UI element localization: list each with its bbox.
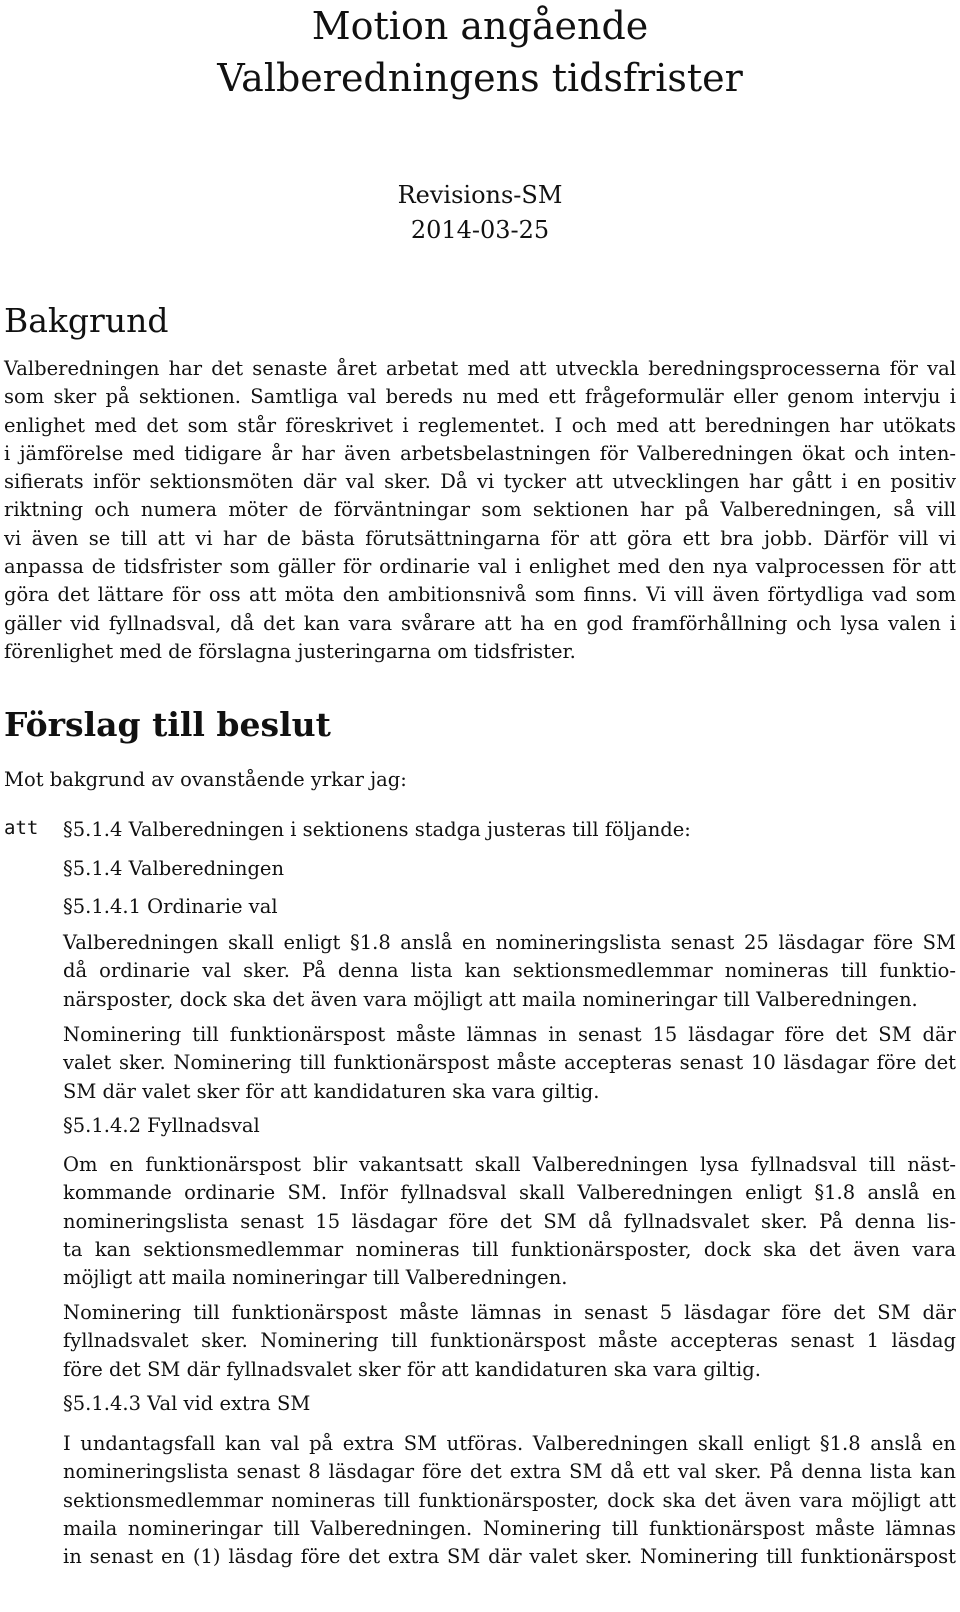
- text-line: anpassa de tidsfrister som gäller för ordinarie val i enlighet med den nya valprocessen för att: [4, 555, 956, 579]
- section-5-1-4-1: §5.1.4.1 Ordinarie val: [63, 895, 278, 918]
- section-5-1-4: §5.1.4 Valberedningen: [63, 857, 285, 880]
- text-line: nomineringslista senast 15 läsdagar före det SM då fyllnadsvalet sker. På denna lis-: [63, 1209, 956, 1233]
- text-line: kommande ordinarie SM. Inför fyllnadsval skall Valberedningen enligt §1.8 anslå en: [63, 1181, 956, 1205]
- text-line: ta kan sektionsmedlemmar nomineras till funktionärsposter, dock ska det även vara: [63, 1237, 956, 1261]
- text-line: vi även se till att vi har de bästa förutsättningarna för att göra ett bra jobb. Därför vill vi: [4, 526, 956, 550]
- text-line: göra det lättare för oss att möta den ambitionsnivå som finns. Vi vill även förtydliga vad som: [4, 583, 956, 607]
- heading-bakgrund: Bakgrund: [4, 301, 169, 340]
- text-line: möjligt att maila nomineringar till Valberedningen.: [63, 1266, 568, 1290]
- text-line: som sker på sektionen. Samtliga val bereds nu med ett frågeformulär eller genom intervju i: [4, 385, 956, 409]
- text-line: Nominering till funktionärspost måste lämnas in senast 5 läsdagar före det SM där: [63, 1301, 956, 1324]
- text-line: I undantagsfall kan val på extra SM utföras. Valberedningen skall enligt §1.8 anslå en: [63, 1432, 956, 1455]
- document-title: [0, 0, 960, 104]
- heading-forslag: Förslag till beslut: [4, 705, 331, 744]
- text-line: sektionsmedlemmar nomineras till funktionärsposter, dock ska det även vara möjligt att: [63, 1488, 956, 1512]
- text-line: riktning och numera möter de förväntningar som sektionen har på Valberedningen, så vill: [4, 498, 956, 522]
- section-5-1-4-2: §5.1.4.2 Fyllnadsval: [63, 1114, 260, 1137]
- text-line: sifierats inför sektionsmöten där val sker. Då vi tycker att utvecklingen har gått i en positiv: [4, 470, 956, 494]
- forslag-intro: Mot bakgrund av ovanstående yrkar jag:: [4, 768, 407, 791]
- author: Revisions-SM: [397, 181, 563, 209]
- text-line: Nominering till funktionärspost måste lämnas in senast 15 läsdagar före det SM där: [63, 1023, 956, 1046]
- text-line: enlighet med det som står föreskrivet i reglementet. I och med att beredningen har utökats: [4, 413, 956, 437]
- date: 2014-03-25: [410, 216, 550, 244]
- text-line: Valberedningen har det senaste året arbetat med att utveckla beredningsprocesserna för val: [4, 357, 956, 380]
- text-line: då ordinarie val sker. På denna lista kan sektionsmedlemmar nomineras till funktio-: [63, 959, 956, 983]
- title-line-2: Valberedningens tidsfrister: [217, 56, 743, 100]
- text-line: maila nomineringar till Valberedningen. Nominering till funktionärspost måste lämnas: [63, 1516, 956, 1540]
- text-line: SM där valet sker för att kandidaturen ska vara giltig.: [63, 1079, 600, 1103]
- paragraph-nominering-ordinarie: [63, 1021, 956, 1106]
- text-line: in senast en (1) läsdag före det extra SM där valet sker. Nominering till funktionärspost: [63, 1545, 956, 1569]
- bakgrund-paragraph: [4, 355, 956, 666]
- paragraph-ordinarie-val: [63, 929, 956, 1014]
- text-line: förenlighet med de förslagna justeringarna om tidsfrister.: [4, 639, 576, 663]
- paragraph-extra-sm: [63, 1430, 956, 1571]
- att-text: §5.1.4 Valberedningen i sektionens stadga justeras till följande:: [63, 818, 691, 841]
- text-line: närsposter, dock ska det även vara möjligt att maila nomineringar till Valberedningen.: [63, 987, 918, 1011]
- text-line: Om en funktionärspost blir vakantsatt skall Valberedningen lysa fyllnadsval till näst-: [63, 1153, 956, 1176]
- text-line: Valberedningen skall enligt §1.8 anslå en nomineringslista senast 25 läsdagar före SM: [63, 931, 956, 954]
- text-line: före det SM där fyllnadsvalet sker för att kandidaturen ska vara giltig.: [63, 1357, 761, 1381]
- text-line: i jämförelse med tidigare år har även arbetsbelastningen för Valberedningen ökat och inten-: [4, 441, 956, 465]
- title-line-1: Motion angående: [311, 4, 649, 48]
- text-line: nomineringslista senast 8 läsdagar före det extra SM då ett val sker. På denna lista kan: [63, 1460, 956, 1484]
- paragraph-fyllnadsval: [63, 1151, 956, 1292]
- text-line: fyllnadsvalet sker. Nominering till funktionärspost måste accepteras senast 1 läsdag: [63, 1329, 956, 1353]
- document-meta: [0, 178, 960, 248]
- text-line: gäller vid fyllnadsval, då det kan vara svårare att ha en god framförhållning och lysa valen i: [4, 611, 956, 635]
- section-5-1-4-3: §5.1.4.3 Val vid extra SM: [63, 1392, 311, 1415]
- text-line: valet sker. Nominering till funktionärspost måste accepteras senast 10 läsdagar före det: [63, 1051, 956, 1075]
- paragraph-nominering-fyllnadsval: [63, 1299, 956, 1384]
- att-label: att: [4, 817, 39, 839]
